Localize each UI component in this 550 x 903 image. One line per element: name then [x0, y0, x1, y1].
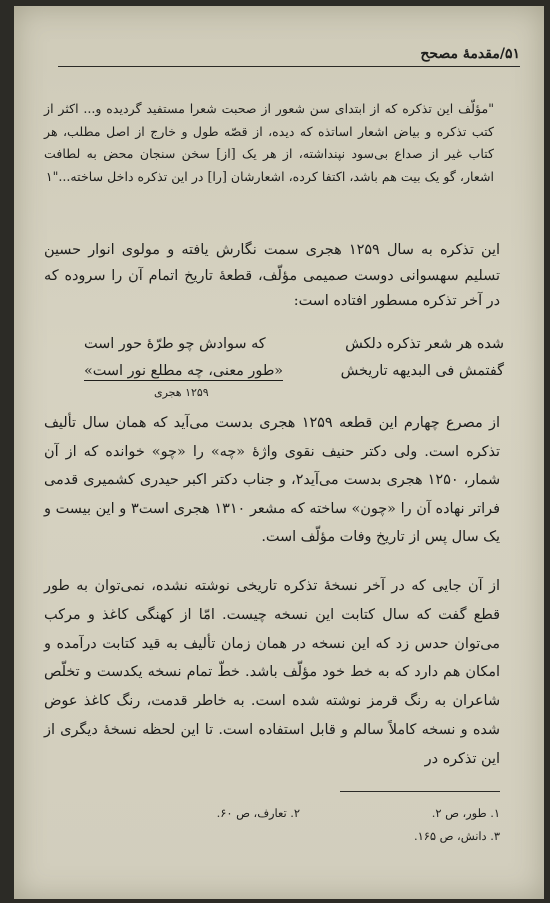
poem-line-1	[84, 336, 504, 363]
footnote-line-1	[44, 802, 500, 825]
quoted-passage: "مؤلّف این تذکره که از ابتدای سن شعور از صحبت شعرا مستفید گردیده و... اکثر از کتب تذکره و بیاض اشعار اساتذه که دیده، از قصّه طول و خارج از اصل مطلب، هر کتاب غیر از صداع بی‌سود نپنداشته، از هر یک [از] سخن سنجان محض به لطافت اشعار، گو یک بیت هم باشد، اکتفا کرده، اشعارشان [را] در این تذکره داخل ساخته..."۱	[44, 101, 494, 184]
footnote-1: ۱. طور، ص ۲.	[431, 806, 500, 820]
running-head	[58, 44, 520, 67]
running-head-text: ۵۱/مقدمهٔ مصحح	[420, 46, 520, 62]
footnote-3: ۳. دانش، ص ۱۶۵.	[414, 829, 500, 843]
poem-line-2	[84, 363, 504, 390]
footnote-2: ۲. تعارف، ص ۶۰.	[216, 806, 300, 820]
chronogram-poem	[84, 336, 504, 399]
paragraph-3: از آن جایی که در آخر نسخهٔ تذکره تاریخی نوشته نشده، نمی‌توان به طور قطع گفت که سال کتابت این نسخه چیست. امّا از کهنگی کاغذ و مرکب می‌توان حدس زد که این نسخه در همان زمان تألیف به قید کتابت درآمده و امکان هم دارد که به خط خود مؤلّف باشد. خطّ تمام نسخه یکدست و تخلّص شاعران به رنگ قرمز نوشته شده است. به خاطر قدمت، رنگ کاغذ عوض شده و نسخه کاملاً سالم و قابل استفاده است. تا این لحظه نسخهٔ دیگری از این تذکره در	[44, 578, 500, 767]
poem-hemistich: که سوادش چو طرّهٔ حور است	[84, 336, 266, 352]
footnotes	[44, 802, 500, 848]
footnote-divider	[340, 791, 500, 792]
poem-hemistich: شده هر شعر تذکره دلکش	[345, 336, 504, 352]
book-page	[14, 6, 544, 899]
paragraph-2: از مصرع چهارم این قطعه ۱۲۵۹ هجری بدست می‌آید که همان سال تألیف تذکره است. ولی دکتر حنیف نقوی واژهٔ «چه» را «چو» خوانده که از آن شمار، ۱۲۵۰ هجری بدست می‌آید۲، و جناب دکتر اکبر حیدری کشمیری قدمی فراتر نهاده آن را «چون» ساخته که مشعر ۱۳۱۰ هجری است۳ و این بیست و یک سال پس از تاریخ وفات مؤلّف است.	[44, 415, 501, 546]
chronogram-date: ۱۲۵۹ هجری	[154, 386, 209, 399]
poem-hemistich: گفتمش فی البدیهه تاریخش	[340, 363, 504, 379]
footnote-line-2	[44, 825, 500, 848]
chronogram-hemistich: «طور معنی، چه مطلع نور است»	[84, 363, 284, 379]
paragraph-1: این تذکره به سال ۱۲۵۹ هجری سمت نگارش یافته و مولوی انوار حسین تسلیم سهسوانی دوست صمیمی مؤلّف، قطعهٔ تاریخ اتمام آن را سروده که در آخر تذکره مسطور افتاده است:	[44, 242, 500, 310]
